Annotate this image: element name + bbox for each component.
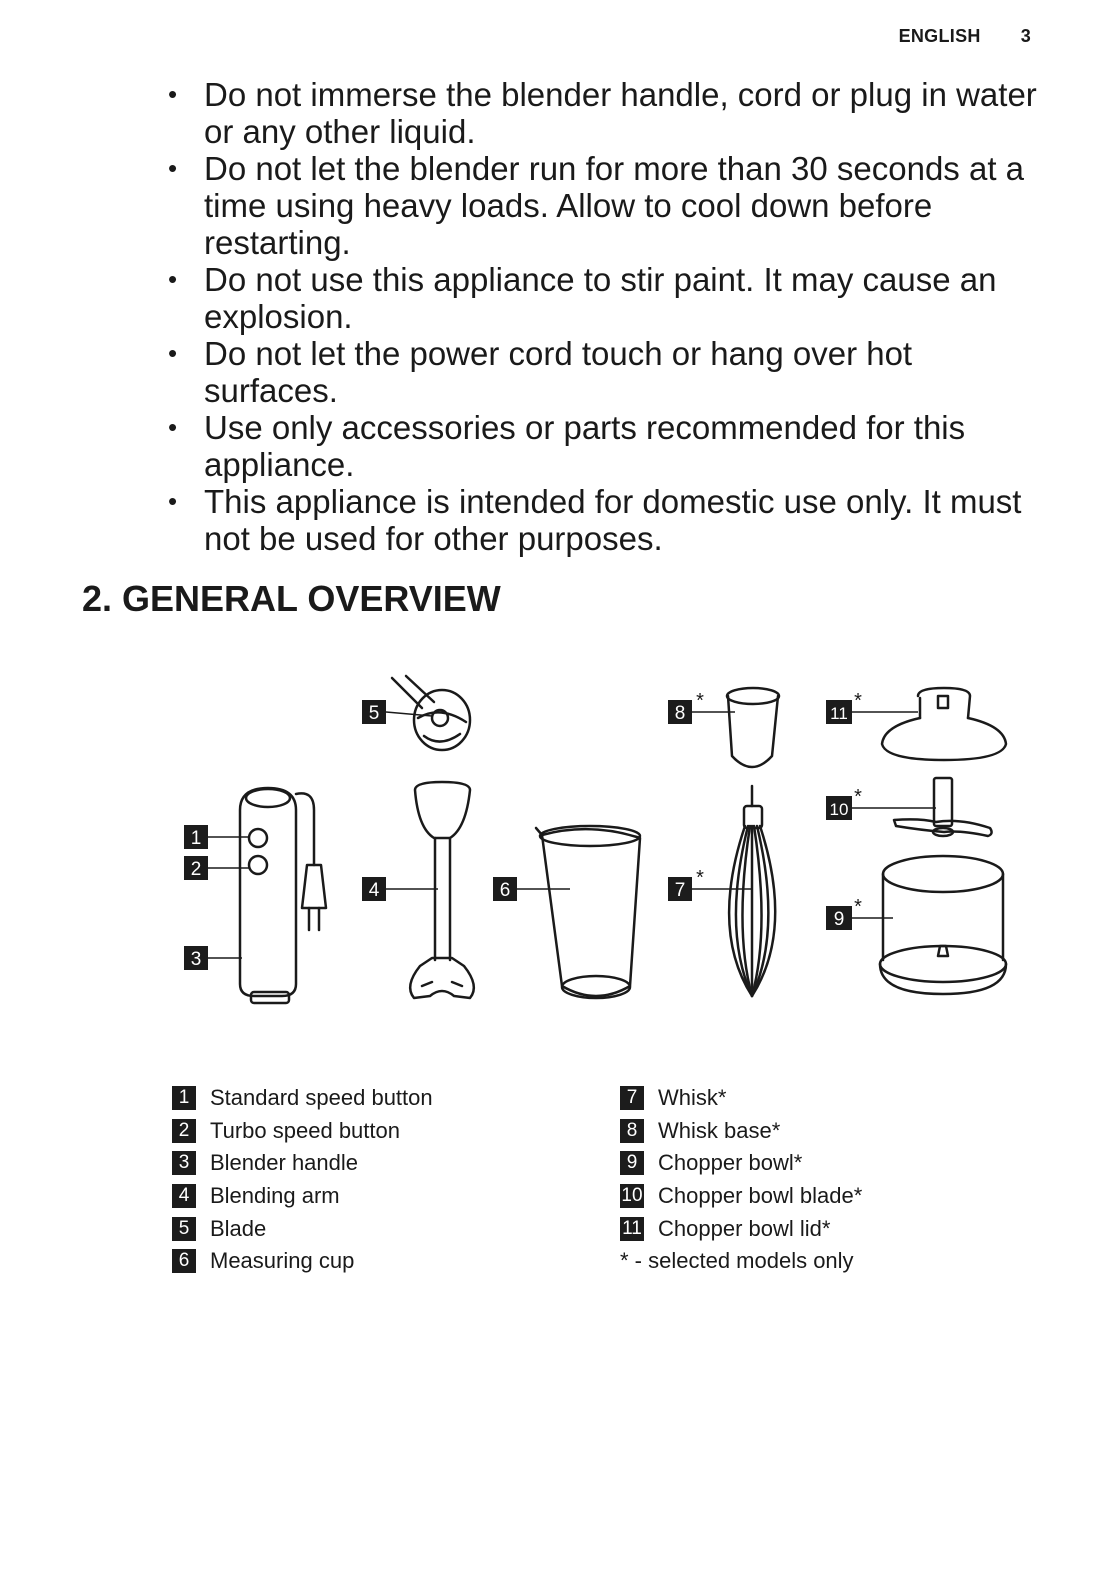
legend-number: 4: [172, 1184, 196, 1208]
legend-label: Measuring cup: [210, 1248, 355, 1274]
diagram-label-9: 9: [833, 909, 845, 930]
diagram-label-1: 1: [190, 828, 202, 849]
bullet-dot: •: [168, 264, 178, 294]
diagram-asterisk: *: [854, 690, 862, 712]
bullet-dot: •: [168, 153, 178, 183]
legend-number: 6: [172, 1249, 196, 1273]
legend-number: 7: [620, 1086, 644, 1110]
legend-item: [172, 1245, 612, 1278]
legend-label: Whisk*: [658, 1085, 727, 1111]
bullet-item: [168, 76, 1048, 150]
legend-number: 11: [620, 1217, 644, 1241]
appliance-parts-diagram: [0, 660, 1119, 1040]
diagram-asterisk: *: [854, 896, 862, 918]
legend-footnote: [620, 1245, 1060, 1278]
bullet-dot: •: [168, 412, 178, 442]
measuring-cup-illustration: [536, 826, 640, 998]
legend-label: Chopper bowl*: [658, 1150, 803, 1176]
bullet-item: [168, 261, 1048, 335]
bullet-text: Do not let the power cord touch or hang over hot surfaces.: [204, 335, 913, 409]
diagram-label-4: 4: [368, 880, 380, 901]
safety-bullet-list: [168, 76, 1048, 557]
page-number: 3: [1020, 26, 1031, 46]
bullet-item: [168, 409, 1048, 483]
diagram-label-6: 6: [499, 880, 511, 901]
legend-item: [620, 1082, 1060, 1115]
legend-number: 3: [172, 1151, 196, 1175]
diagram-label-7: 7: [674, 880, 686, 901]
bullet-item: [168, 335, 1048, 409]
legend-item: [172, 1115, 612, 1148]
legend-label: Chopper bowl lid*: [658, 1215, 831, 1241]
legend-item: [172, 1180, 612, 1213]
diagram-label-2: 2: [190, 859, 202, 880]
legend-number: 2: [172, 1119, 196, 1143]
legend-label: Blender handle: [210, 1150, 359, 1176]
legend-number: 5: [172, 1217, 196, 1241]
section-title: 2. GENERAL OVERVIEW: [82, 578, 501, 619]
page-header: [899, 26, 1031, 47]
diagram-label-5: 5: [368, 703, 380, 724]
legend-label: Whisk base*: [658, 1117, 781, 1143]
blending-arm-illustration: [410, 782, 474, 998]
whisk-base-illustration: [727, 688, 779, 767]
diagram-label-11: 11: [830, 704, 848, 723]
legend-item: [620, 1115, 1060, 1148]
diagram-asterisk: *: [854, 786, 862, 808]
legend-item: [620, 1212, 1060, 1245]
legend-label: Standard speed button: [210, 1085, 433, 1111]
legend-item: [172, 1212, 612, 1245]
legend-number: 10: [621, 1185, 643, 1207]
bullet-text: Do not immerse the blender handle, cord or plug in water or any other liquid.: [204, 76, 1037, 150]
legend-item: [172, 1082, 612, 1115]
bullet-text: This appliance is intended for domestic use only. It must not be used for other purposes.: [204, 483, 1022, 557]
bullet-text: Use only accessories or parts recommended for this appliance.: [204, 409, 966, 483]
diagram-asterisk: *: [696, 867, 704, 889]
chopper-blade-illustration: [894, 778, 992, 836]
legend-number: 9: [620, 1151, 644, 1175]
bullet-dot: •: [168, 486, 178, 516]
blender-handle-illustration: [240, 788, 326, 1003]
bullet-dot: •: [168, 79, 178, 109]
diagram-label-3: 3: [190, 949, 202, 970]
legend-label: Blade: [210, 1215, 267, 1241]
chopper-bowl-illustration: [880, 856, 1006, 994]
bullet-text: Do not use this appliance to stir paint. It may cause an explosion.: [204, 261, 997, 335]
bullet-item: [168, 483, 1048, 557]
legend-number: 1: [172, 1086, 196, 1110]
legend-label: Turbo speed button: [210, 1117, 400, 1143]
bullet-item: [168, 150, 1048, 261]
legend-number: 8: [620, 1119, 644, 1143]
legend-item: [620, 1180, 1060, 1213]
language-label: ENGLISH: [898, 26, 981, 46]
diagram-label-8: 8: [674, 703, 686, 724]
legend-label: Blending arm: [210, 1183, 340, 1209]
diagram-label-10: 10: [829, 800, 849, 819]
legend-item: [620, 1147, 1060, 1180]
legend-label: Chopper bowl blade*: [658, 1183, 863, 1209]
legend-item: [172, 1147, 612, 1180]
bullet-dot: •: [168, 338, 178, 368]
chopper-lid-illustration: [882, 688, 1006, 760]
parts-legend-left: [172, 1082, 612, 1278]
parts-legend-right: [620, 1082, 1060, 1278]
whisk-illustration: [729, 786, 775, 996]
bullet-text: Do not let the blender run for more than 30 seconds at a time using heavy loads. Allow to cool down before restarting.: [204, 150, 1025, 261]
footnote-text: * - selected models only: [620, 1248, 854, 1274]
diagram-asterisk: *: [696, 690, 704, 712]
